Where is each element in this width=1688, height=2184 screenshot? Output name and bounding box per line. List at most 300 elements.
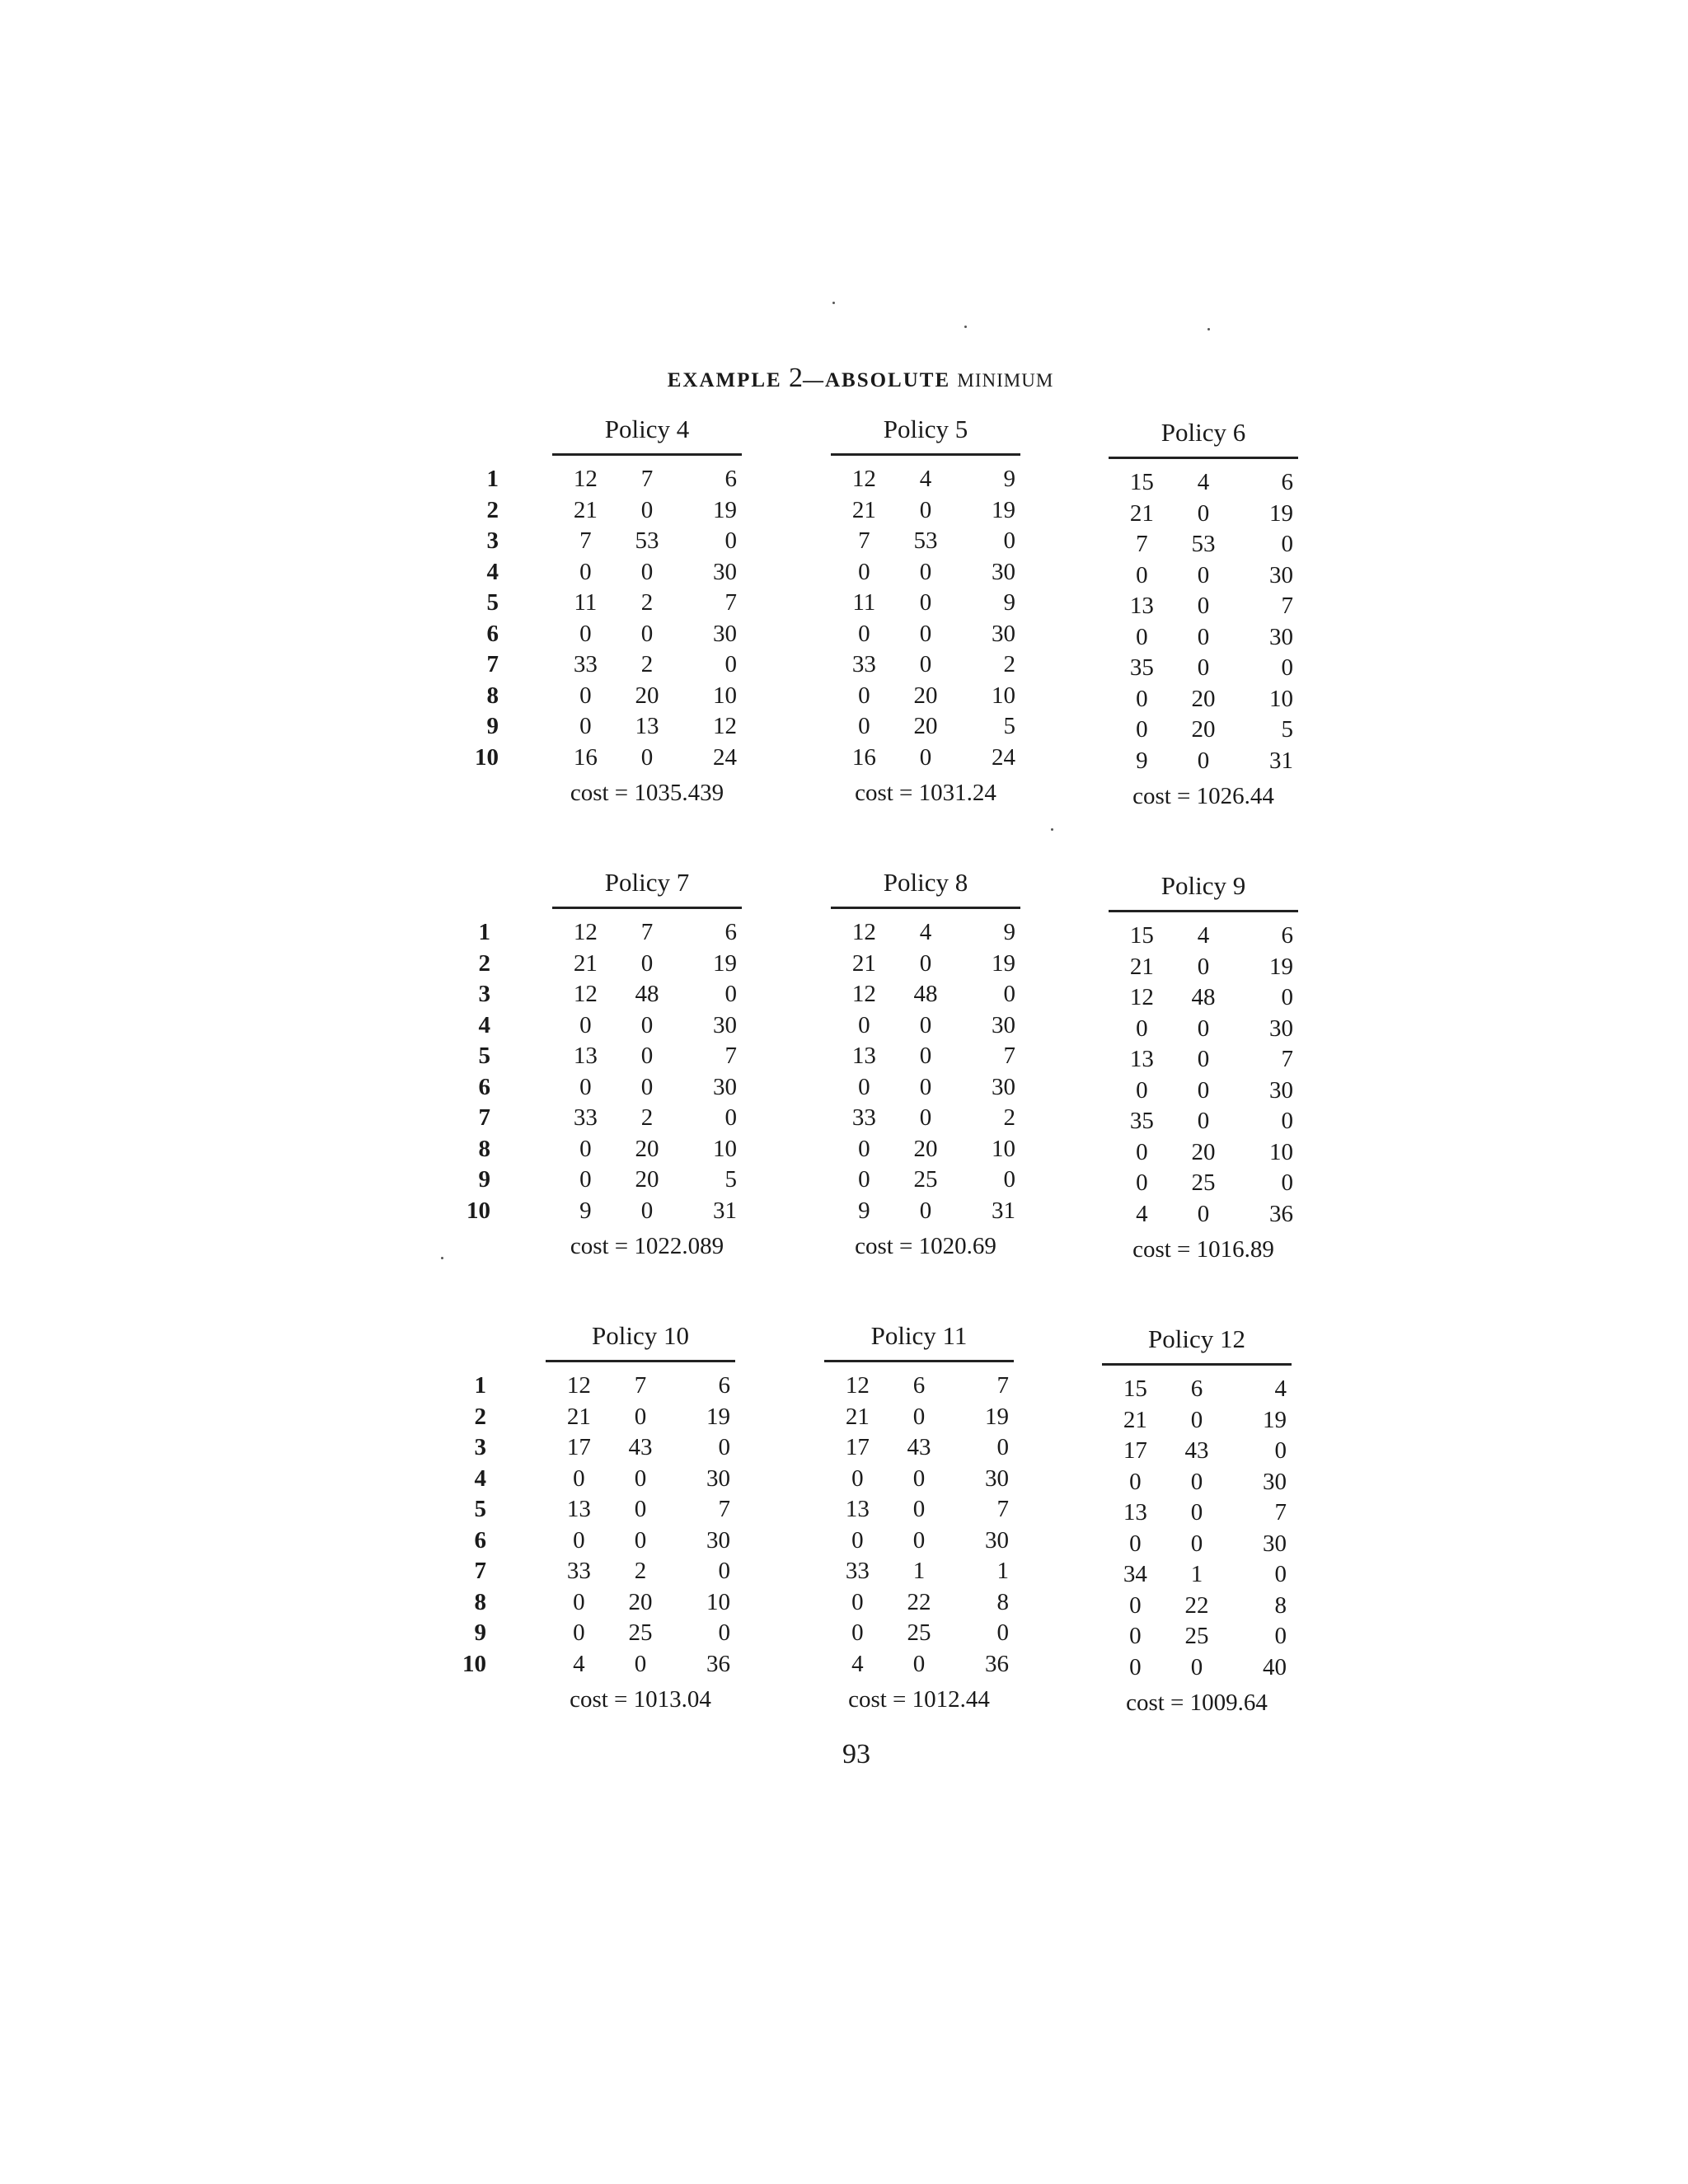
table-cell: 9	[579, 1197, 592, 1224]
table-cell: 0	[1190, 1468, 1203, 1495]
table-cell: 30	[706, 1465, 730, 1492]
table-cell: 30	[984, 1526, 1009, 1554]
table-cell: 21	[845, 1403, 870, 1430]
table-cell: 0	[1129, 1591, 1142, 1619]
table-row	[552, 619, 742, 650]
table-cell: 11	[574, 589, 598, 616]
cost-label: cost =	[1132, 783, 1191, 809]
table-cell: 1	[996, 1558, 1009, 1585]
cost-label: cost =	[848, 1686, 907, 1713]
policy-cost	[552, 780, 742, 807]
table-cell: 0	[640, 558, 654, 585]
table-cell: 10	[1268, 685, 1293, 712]
table-cell: 0	[1136, 1076, 1148, 1104]
table-row	[831, 1010, 1020, 1042]
table-cell: 4	[1136, 1200, 1148, 1227]
table-cell: 30	[1268, 623, 1293, 650]
row-number: 10	[475, 743, 499, 771]
table-cell: 13	[573, 1043, 598, 1070]
table-cell: 15	[1129, 922, 1154, 949]
row-number: 8	[486, 682, 499, 709]
table-cell: 6	[912, 1372, 926, 1399]
row-number: 9	[478, 1166, 490, 1193]
policy-cost	[552, 1233, 742, 1260]
table-row	[546, 1556, 735, 1587]
table-row	[831, 1072, 1020, 1104]
table-cell: 6	[1281, 922, 1293, 949]
row-number: 1	[474, 1372, 486, 1399]
table-cell: 0	[851, 1465, 864, 1492]
table-row	[1102, 1497, 1292, 1529]
table-row	[552, 1072, 742, 1104]
scan-speck	[1051, 828, 1053, 831]
table-cell: 21	[1123, 1406, 1147, 1433]
row-number: 4	[486, 558, 499, 585]
policy-grid	[831, 464, 1020, 773]
table-cell: 2	[640, 651, 654, 678]
table-cell: 0	[1197, 953, 1210, 980]
table-cell: 0	[579, 1011, 592, 1038]
table-cell: 1	[1190, 1561, 1203, 1588]
table-row	[1102, 1591, 1292, 1622]
table-row	[546, 1464, 735, 1495]
row-number: 9	[474, 1619, 486, 1646]
table-cell: 10	[991, 1135, 1015, 1162]
table-row	[1102, 1405, 1292, 1436]
table-cell: 7	[1003, 1043, 1015, 1070]
table-cell: 9	[858, 1197, 870, 1224]
table-cell: 0	[919, 1197, 932, 1224]
table-row	[546, 1402, 735, 1433]
table-row	[1102, 1559, 1292, 1591]
table-row	[1109, 715, 1298, 746]
table-row	[831, 1134, 1020, 1165]
heading-prefix: EXAMPLE	[667, 369, 782, 391]
table-cell: 0	[919, 1043, 932, 1070]
policy-grid	[552, 464, 742, 773]
policy-table	[831, 865, 1020, 1260]
row-number: 8	[474, 1588, 486, 1615]
table-cell: 0	[858, 1135, 870, 1162]
scan-speck	[832, 302, 835, 304]
table-cell: 4	[573, 1650, 585, 1677]
table-cell: 20	[635, 1166, 659, 1193]
table-cell: 20	[628, 1588, 653, 1615]
table-cell: 5	[1281, 716, 1293, 743]
table-cell: 0	[1197, 1108, 1210, 1135]
table-row	[552, 495, 742, 527]
table-cell: 6	[1281, 469, 1293, 496]
table-cell: 0	[579, 682, 592, 709]
table-cell: 0	[1136, 1015, 1148, 1042]
table-cell: 24	[991, 743, 1015, 771]
table-row	[831, 743, 1020, 774]
table-cell: 22	[907, 1588, 931, 1615]
row-number: 7	[486, 651, 499, 677]
cost-value: 1016.89	[1196, 1236, 1274, 1263]
page-number: 93	[842, 1739, 870, 1769]
table-cell: 12	[573, 919, 598, 946]
table-row	[552, 743, 742, 774]
table-cell: 33	[851, 651, 876, 678]
table-cell: 33	[573, 651, 598, 678]
table-cell: 13	[1123, 1499, 1147, 1526]
cost-label: cost =	[570, 1233, 629, 1259]
table-cell: 4	[1197, 469, 1210, 496]
table-row	[1102, 1652, 1292, 1684]
table-row	[552, 1103, 742, 1134]
policy-cost	[824, 1686, 1014, 1713]
table-cell: 7	[634, 1372, 647, 1399]
table-cell: 0	[912, 1403, 926, 1430]
table-cell: 17	[1123, 1437, 1147, 1465]
table-cell: 13	[1129, 593, 1154, 620]
table-row	[1109, 1044, 1298, 1076]
table-cell: 0	[919, 1104, 932, 1132]
table-cell: 19	[1268, 499, 1293, 527]
table-cell: 0	[858, 1166, 870, 1193]
table-cell: 0	[919, 1011, 932, 1038]
table-row	[546, 1371, 735, 1402]
table-cell: 21	[1129, 499, 1154, 527]
table-cell: 0	[919, 558, 932, 585]
table-cell: 12	[573, 981, 598, 1008]
table-row	[1102, 1467, 1292, 1498]
table-cell: 9	[1003, 919, 1015, 946]
table-cell: 31	[991, 1197, 1015, 1224]
table-row	[552, 1165, 742, 1196]
table-row	[831, 979, 1020, 1010]
table-cell: 53	[1191, 531, 1216, 558]
table-cell: 0	[1136, 1138, 1148, 1165]
table-row	[552, 1196, 742, 1227]
table-row	[824, 1618, 1014, 1649]
table-cell: 0	[1281, 654, 1293, 682]
scan-speck	[1207, 328, 1210, 330]
table-row	[546, 1432, 735, 1464]
table-row	[1109, 529, 1298, 560]
policy-grid	[1109, 467, 1298, 776]
table-row	[1109, 1106, 1298, 1137]
row-number: 2	[474, 1403, 486, 1430]
table-cell: 48	[913, 981, 938, 1008]
table-cell: 0	[634, 1403, 647, 1430]
table-row	[1109, 746, 1298, 777]
table-cell: 25	[907, 1619, 931, 1647]
table-cell: 0	[1281, 531, 1293, 558]
table-cell: 30	[712, 620, 737, 647]
table-cell: 12	[566, 1372, 591, 1399]
policy-grid	[1109, 921, 1298, 1230]
table-cell: 36	[706, 1650, 730, 1677]
table-cell: 0	[858, 1011, 870, 1038]
table-cell: 13	[566, 1496, 591, 1523]
cost-label: cost =	[1126, 1690, 1184, 1716]
table-cell: 13	[635, 713, 659, 740]
table-cell: 19	[706, 1403, 730, 1430]
table-cell: 0	[634, 1650, 647, 1677]
table-row	[1109, 467, 1298, 499]
table-cell: 13	[845, 1496, 870, 1523]
table-cell: 17	[845, 1434, 870, 1461]
table-cell: 0	[718, 1619, 730, 1647]
row-number: 6	[474, 1526, 486, 1554]
table-row	[824, 1371, 1014, 1402]
row-number: 8	[478, 1135, 490, 1162]
policy-grid	[552, 917, 742, 1226]
table-row	[831, 495, 1020, 527]
table-cell: 0	[919, 1073, 932, 1100]
table-cell: 0	[1274, 1623, 1287, 1650]
table-cell: 0	[1129, 1653, 1142, 1680]
policy-title: Policy 11	[824, 1319, 1014, 1362]
table-row	[1102, 1621, 1292, 1652]
row-number: 6	[486, 620, 499, 647]
table-cell: 0	[1190, 1653, 1203, 1680]
table-cell: 30	[706, 1526, 730, 1554]
table-cell: 2	[1003, 1104, 1015, 1132]
table-cell: 20	[635, 1135, 659, 1162]
table-row	[552, 681, 742, 712]
table-cell: 12	[851, 919, 876, 946]
policy-title: Policy 12	[1102, 1322, 1292, 1366]
policy-title: Policy 9	[1109, 869, 1298, 912]
policy-grid	[1102, 1374, 1292, 1683]
table-cell: 21	[573, 496, 598, 523]
page-heading	[0, 363, 1688, 394]
table-cell: 0	[579, 558, 592, 585]
table-row	[552, 1041, 742, 1072]
table-row	[546, 1587, 735, 1619]
table-cell: 19	[1262, 1406, 1287, 1433]
table-cell: 0	[1274, 1437, 1287, 1465]
table-cell: 12	[851, 981, 876, 1008]
table-cell: 0	[634, 1496, 647, 1523]
policy-cost	[831, 1233, 1020, 1260]
table-cell: 30	[991, 620, 1015, 647]
table-cell: 30	[1262, 1468, 1287, 1495]
table-cell: 21	[851, 496, 876, 523]
table-cell: 0	[1197, 499, 1210, 527]
table-cell: 16	[851, 743, 876, 771]
table-cell: 19	[712, 496, 737, 523]
cost-value: 1020.69	[918, 1233, 996, 1259]
table-row	[546, 1494, 735, 1526]
table-cell: 0	[640, 620, 654, 647]
table-cell: 0	[1197, 1046, 1210, 1073]
table-cell: 17	[566, 1434, 591, 1461]
table-cell: 0	[718, 1558, 730, 1585]
cost-value: 1035.439	[634, 780, 724, 806]
policy-cost	[1109, 783, 1298, 810]
table-cell: 2	[640, 589, 654, 616]
policy-table	[552, 412, 742, 807]
policy-table	[824, 1319, 1014, 1713]
table-row	[1102, 1436, 1292, 1467]
table-cell: 0	[858, 558, 870, 585]
table-cell: 0	[573, 1526, 585, 1554]
row-number-column	[449, 917, 490, 1226]
table-cell: 43	[1184, 1437, 1209, 1465]
table-row	[831, 949, 1020, 980]
table-row	[824, 1649, 1014, 1680]
table-cell: 20	[913, 682, 938, 709]
table-cell: 25	[1184, 1623, 1209, 1650]
scan-speck	[441, 1257, 443, 1259]
cost-value: 1031.24	[918, 780, 996, 806]
table-cell: 48	[1191, 984, 1216, 1011]
table-cell: 0	[1197, 623, 1210, 650]
table-cell: 0	[640, 1073, 654, 1100]
table-cell: 12	[712, 713, 737, 740]
table-cell: 5	[724, 1166, 737, 1193]
table-cell: 0	[851, 1619, 864, 1647]
table-cell: 53	[635, 527, 659, 555]
table-cell: 7	[640, 466, 654, 493]
table-cell: 21	[573, 949, 598, 977]
table-cell: 0	[1197, 747, 1210, 774]
table-cell: 30	[712, 1073, 737, 1100]
row-number: 5	[478, 1043, 490, 1069]
table-row	[1109, 622, 1298, 654]
row-number: 7	[478, 1104, 490, 1131]
table-cell: 0	[919, 620, 932, 647]
table-cell: 7	[718, 1496, 730, 1523]
table-cell: 0	[1003, 1166, 1015, 1193]
table-cell: 15	[1123, 1376, 1147, 1403]
table-row	[546, 1526, 735, 1557]
table-cell: 31	[1268, 747, 1293, 774]
table-cell: 0	[1197, 561, 1210, 588]
table-cell: 30	[1262, 1530, 1287, 1557]
table-cell: 0	[1136, 623, 1148, 650]
table-cell: 35	[1129, 1108, 1154, 1135]
table-row	[831, 681, 1020, 712]
table-cell: 12	[845, 1372, 870, 1399]
table-cell: 43	[628, 1434, 653, 1461]
table-row	[546, 1618, 735, 1649]
table-row	[1109, 982, 1298, 1014]
table-cell: 30	[1268, 1015, 1293, 1042]
table-row	[1102, 1529, 1292, 1560]
policy-cost	[1102, 1690, 1292, 1717]
table-cell: 0	[1281, 1169, 1293, 1197]
table-cell: 7	[1136, 531, 1148, 558]
table-cell: 0	[919, 651, 932, 678]
table-cell: 0	[1190, 1499, 1203, 1526]
table-cell: 0	[912, 1496, 926, 1523]
table-cell: 7	[996, 1372, 1009, 1399]
table-row	[1109, 560, 1298, 592]
table-cell: 0	[919, 743, 932, 771]
table-row	[824, 1556, 1014, 1587]
table-cell: 0	[1281, 1108, 1293, 1135]
table-cell: 21	[851, 949, 876, 977]
table-cell: 31	[712, 1197, 737, 1224]
row-number: 10	[462, 1650, 486, 1677]
table-row	[1109, 1168, 1298, 1199]
table-cell: 12	[1129, 984, 1154, 1011]
table-row	[1102, 1374, 1292, 1405]
cost-label: cost =	[855, 780, 913, 806]
table-row	[1109, 921, 1298, 952]
table-cell: 0	[1129, 1468, 1142, 1495]
table-row	[831, 464, 1020, 495]
table-cell: 0	[919, 496, 932, 523]
table-cell: 13	[851, 1043, 876, 1070]
table-cell: 30	[1268, 1076, 1293, 1104]
table-cell: 24	[712, 743, 737, 771]
table-cell: 12	[573, 466, 598, 493]
table-row	[831, 619, 1020, 650]
table-row	[1109, 1199, 1298, 1230]
table-cell: 0	[1136, 1169, 1148, 1197]
row-number: 6	[478, 1073, 490, 1100]
policy-table	[1109, 415, 1298, 810]
row-number: 7	[474, 1558, 486, 1584]
table-cell: 33	[573, 1104, 598, 1132]
table-cell: 48	[635, 981, 659, 1008]
heading-rest: —ABSOLUTE	[802, 369, 951, 391]
table-cell: 0	[634, 1526, 647, 1554]
table-cell: 19	[991, 949, 1015, 977]
table-cell: 4	[919, 919, 932, 946]
table-cell: 30	[991, 1073, 1015, 1100]
table-cell: 0	[1274, 1561, 1287, 1588]
table-cell: 30	[984, 1465, 1009, 1492]
table-cell: 0	[912, 1465, 926, 1492]
table-row	[552, 526, 742, 557]
table-row	[552, 711, 742, 743]
table-cell: 0	[724, 651, 737, 678]
table-cell: 30	[991, 558, 1015, 585]
row-number: 1	[486, 466, 499, 492]
table-cell: 0	[912, 1650, 926, 1677]
table-cell: 16	[573, 743, 598, 771]
table-cell: 0	[1003, 981, 1015, 1008]
table-row	[1109, 1076, 1298, 1107]
policy-title: Policy 5	[831, 412, 1020, 456]
table-cell: 8	[996, 1588, 1009, 1615]
table-cell: 0	[724, 527, 737, 555]
table-cell: 21	[1129, 953, 1154, 980]
table-cell: 0	[1281, 984, 1293, 1011]
table-cell: 36	[984, 1650, 1009, 1677]
table-row	[831, 588, 1020, 619]
row-number: 4	[478, 1011, 490, 1038]
policy-cost	[1109, 1236, 1298, 1263]
table-row	[831, 1041, 1020, 1072]
table-cell: 9	[1003, 466, 1015, 493]
table-cell: 0	[996, 1434, 1009, 1461]
table-cell: 0	[1197, 593, 1210, 620]
table-row	[824, 1432, 1014, 1464]
table-row	[546, 1649, 735, 1680]
table-cell: 0	[573, 1465, 585, 1492]
table-cell: 4	[1197, 922, 1210, 949]
table-cell: 7	[996, 1496, 1009, 1523]
table-cell: 4	[851, 1650, 864, 1677]
table-row	[1109, 1137, 1298, 1169]
table-cell: 0	[996, 1619, 1009, 1647]
table-cell: 0	[912, 1526, 926, 1554]
table-cell: 0	[858, 682, 870, 709]
table-cell: 30	[712, 1011, 737, 1038]
table-cell: 6	[718, 1372, 730, 1399]
cost-value: 1026.44	[1196, 783, 1274, 809]
table-cell: 0	[724, 981, 737, 1008]
table-cell: 10	[706, 1588, 730, 1615]
